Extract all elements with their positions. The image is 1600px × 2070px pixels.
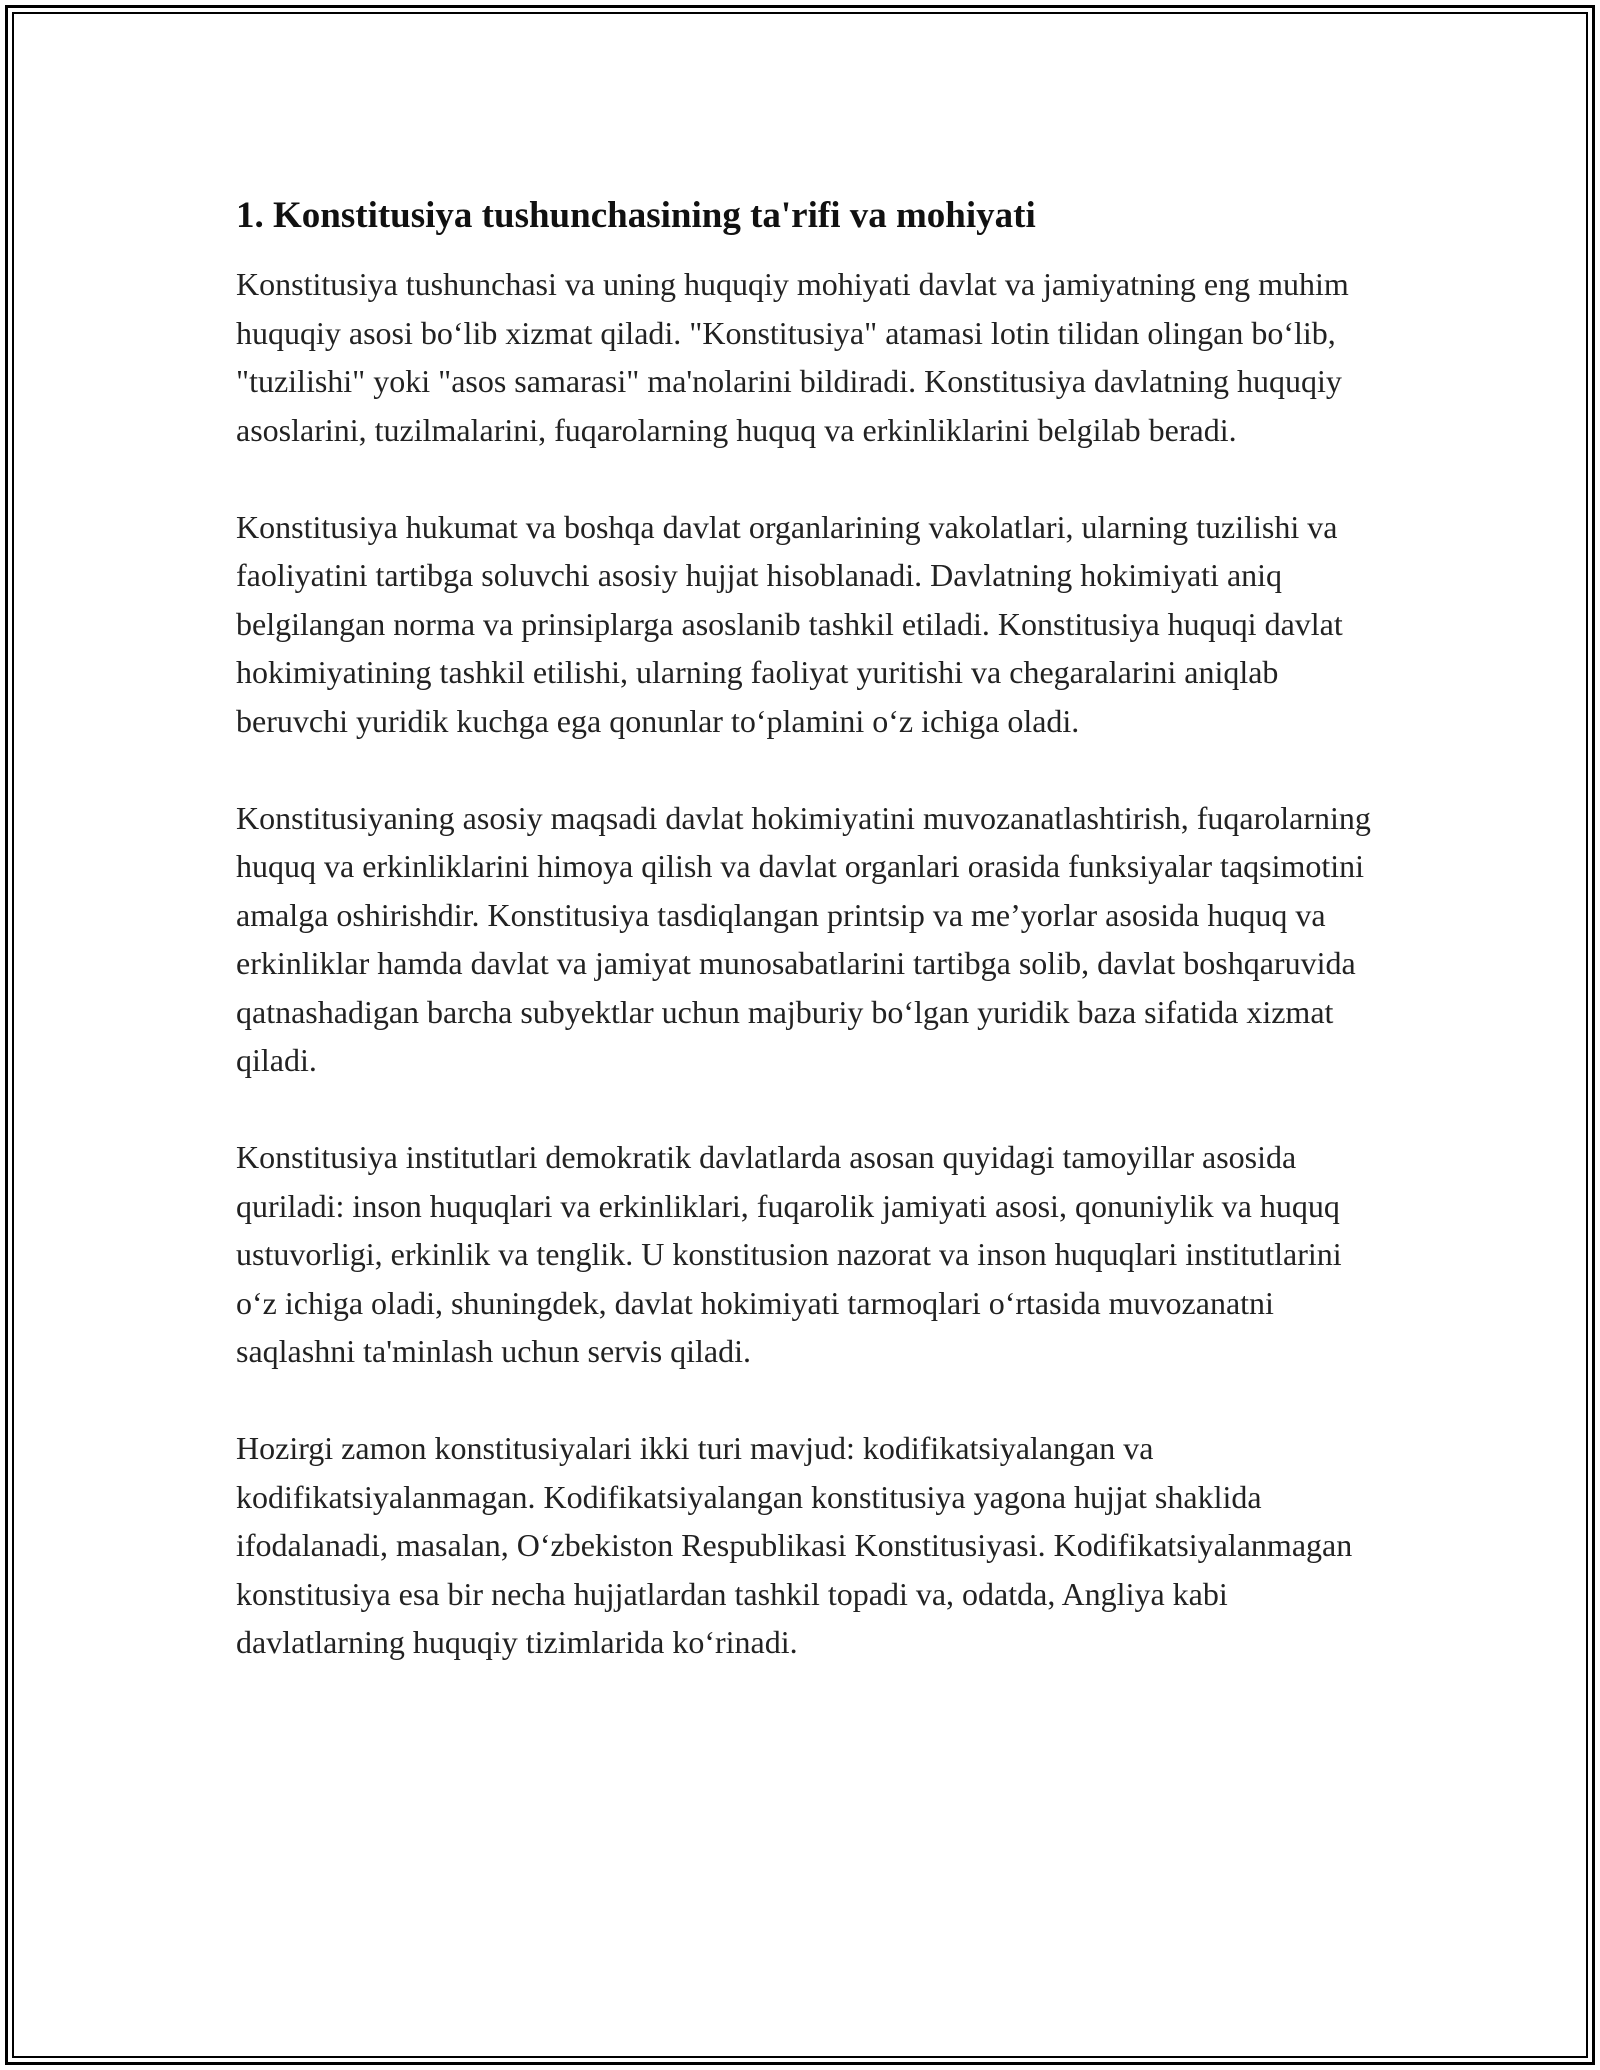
section-title: 1. Konstitusiya tushunchasining ta'rifi va mohiyati [236,195,1036,236]
paragraph-3: Konstitusiyaning asosiy maqsadi davlat hokimiyatini muvozanatlashtirish, fuqarolarning huquq va erkinliklarini himoya qilish va davlat organlari orasida funksiyalar taqsimotini amalga oshirishdir. Konstitusiya tasdiqlangan printsip va me’yorlar asosida huquq va erkinliklar hamda davlat va jamiyat munosabatlarini tartibga solib, davlat boshqaruvida qatnashadigan barcha subyektlar uchun majburiy bo‘lgan yuridik baza sifatida xizmat qiladi. [236,799,1371,1078]
paragraph-2: Konstitusiya hukumat va boshqa davlat organlarining vakolatlari, ularning tuzilishi va faoliyatini tartibga soluvchi asosiy hujjat hisoblanadi. Davlatning hokimiyati aniq belgilangan norma va prinsiplarga asoslanib tashkil etiladi. Konstitusiya huquqi davlat hokimiyatining tashkil etilishi, ularning faoliyat yuritishi va chegaralarini aniqlab beruvchi yuridik kuchga ega qonunlar to‘plamini o‘z ichiga oladi. [236,508,1343,739]
paragraph-5: Hozirgi zamon konstitusiyalari ikki turi mavjud: kodifikatsiyalangan va kodifikatsiyalanmagan. Kodifikatsiyalangan konstitusiya yagona hujjat shaklida ifodalanadi, masalan, O‘zbekiston Respublikasi Konstitusiyasi. Kodifikatsiyalanmagan konstitusiya esa bir necha hujjatlardan tashkil topadi va, odatda, Angliya kabi davlatlarning huquqiy tizimlarida ko‘rinadi. [236,1430,1353,1660]
document-body [236,188,1376,1715]
paragraph-1: Konstitusiya tushunchasi va uning huquqiy mohiyati davlat va jamiyatning eng muhim huquqiy asosi bo‘lib xizmat qiladi. "Konstitusiya" atamasi lotin tilidan olingan bo‘lib, "tuzilishi" yoki "asos samarasi" ma'nolarini bildiradi. Konstitusiya davlatning huquqiy asoslarini, tuzilmalarini, fuqarolarning huquq va erkinliklarini belgilab beradi. [236,266,1349,448]
paragraph-4: Konstitusiya institutlari demokratik davlatlarda asosan quyidagi tamoyillar asosida quriladi: inson huquqlari va erkinliklari, fuqarolik jamiyati asosi, qonuniylik va huquq ustuvorligi, erkinlik va tenglik. U konstitusion nazorat va inson huquqlari institutlarini o‘z ichiga oladi, shuningdek, davlat hokimiyati tarmoqlari o‘rtasida muvozanatni saqlashni ta'minlash uchun servis qiladi. [236,1139,1342,1369]
